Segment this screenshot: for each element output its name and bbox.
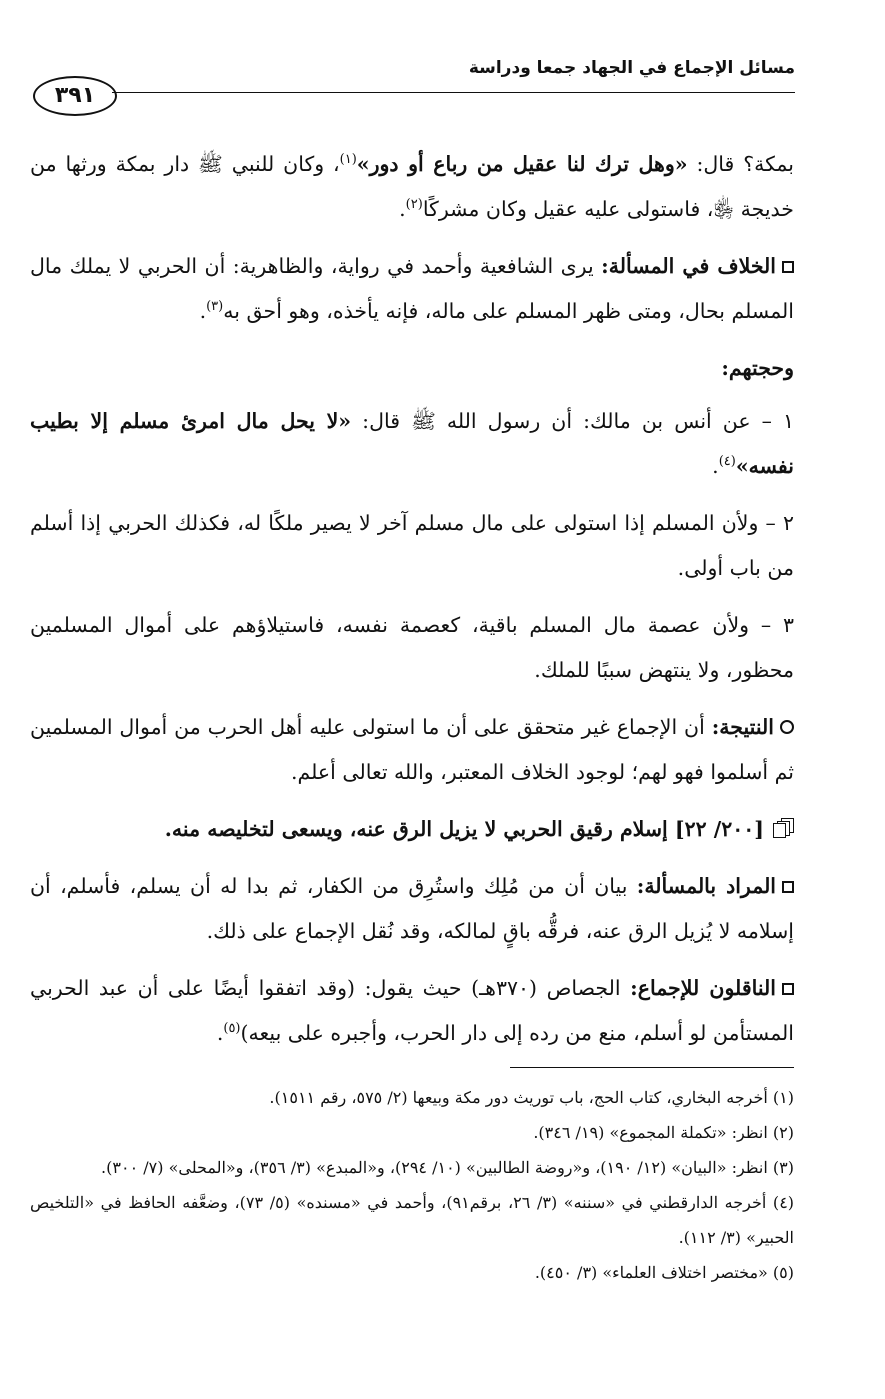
- paragraph-disagreement: [30, 244, 794, 334]
- page-number: ٣٩١: [54, 83, 96, 108]
- p9-end: .: [216, 1021, 224, 1045]
- p2-end: .: [199, 299, 207, 323]
- footnote-ref-2[interactable]: (٢): [405, 197, 423, 213]
- issue-number: [٢٠٠/ ٢٢]: [674, 817, 764, 841]
- paragraph-meaning: [30, 864, 794, 954]
- circle-bullet-icon: [780, 720, 794, 734]
- footnote-2: (٢) انظر: «تكملة المجموع» (١٩/ ٣٤٦).: [533, 1123, 794, 1142]
- footnotes: [30, 1080, 794, 1290]
- meaning-text: بيان أن من مُلِك واستُرِق من الكفار، ثم بدا له أن يسلم، فأسلم، أن إسلامه لا يُزيل الرق عنه، فرقُّه باقٍ لمالكه، وقد نُقل الإجماع على ذلك.: [30, 874, 794, 943]
- square-bullet-icon: [782, 261, 794, 273]
- footnote-ref-3[interactable]: (٣): [206, 299, 224, 315]
- hadith-quote-2: «لا يحل مال امرئ مسلم إلا بطيب نفسه»: [30, 409, 794, 478]
- p1-text-a: بمكة؟ قال:: [687, 152, 794, 176]
- paragraph-1: [30, 142, 794, 232]
- issue-heading: [30, 807, 794, 852]
- square-bullet-icon: [782, 983, 794, 995]
- p3-end: .: [712, 454, 719, 478]
- footnote-3: (٣) انظر: «البيان» (١٢/ ١٩٠)، و«روضة الطالبين» (١٠/ ٢٩٤)، و«المبدع» (٣/ ٣٥٦)، و«المحلى» (٧/ ٣٠٠).: [101, 1158, 794, 1177]
- header-rule: [112, 92, 795, 93]
- disagreement-label: الخلاف في المسألة:: [601, 254, 776, 278]
- p1-text-b: ، وكان للنبي ﷺ دار بمكة ورثها من خديجة ﵂، فاستولى عليه عقيل وكان مشركًا: [30, 152, 794, 221]
- evidence-1: [30, 399, 794, 489]
- evidence-heading: وحجتهم:: [721, 356, 794, 380]
- meaning-label: المراد بالمسألة:: [636, 874, 777, 898]
- disagreement-text: يرى الشافعية وأحمد في رواية، والظاهرية: أن الحربي لا يملك مال المسلم بحال، ومتى ظهر المسلم على ماله، فإنه يأخذه، وهو أحق به: [30, 254, 794, 323]
- issue-title: إسلام رقيق الحربي لا يزيل الرق عنه، ويسعى لتخليصه منه.: [164, 817, 675, 841]
- paragraph-transmitters: [30, 966, 794, 1056]
- footnote-separator: [510, 1067, 794, 1068]
- paragraph-result: [30, 705, 794, 795]
- result-text: أن الإجماع غير متحقق على أن ما استولى عليه أهل الحرب من أموال المسلمين ثم أسلموا فهو لهم؛ لوجود الخلاف المعتبر، والله تعالى أعلم.: [30, 715, 794, 784]
- transmitters-text: الجصاص (٣٧٠هـ) حيث يقول: (وقد اتفقوا أيضًا على أن عبد الحربي المستأمن لو أسلم، منع من رده إلى دار الحرب، وأجبره على بيعه): [30, 976, 794, 1045]
- evidence-3: ٣ – ولأن عصمة مال المسلم باقية، كعصمة نفسه، فاستيلاؤهم على أموال المسلمين محظور، ولا ينتهض سببًا للملك.: [30, 613, 794, 682]
- documents-icon: [772, 818, 794, 838]
- result-label: النتيجة:: [711, 715, 774, 739]
- footnote-ref-1[interactable]: (١): [339, 152, 357, 168]
- square-bullet-icon: [782, 881, 794, 893]
- running-header-title: مسائل الإجماع في الجهاد جمعا ودراسة: [468, 58, 795, 78]
- evidence-2: ٢ – ولأن المسلم إذا استولى على مال مسلم آخر لا يصير ملكًا له، فكذلك الحربي إذا أسلم من باب أولى.: [30, 511, 794, 580]
- evidence-1-text: ١ – عن أنس بن مالك: أن رسول الله ﷺ قال:: [351, 409, 794, 433]
- footnote-ref-4[interactable]: (٤): [718, 454, 736, 470]
- footnote-4: (٤) أخرجه الدارقطني في «سننه» (٣/ ٢٦، برقم٩١)، وأحمد في «مسنده» (٥/ ٧٣)، وضعَّفه الحافظ في «التلخيص الحبير» (٣/ ١١٢).: [30, 1193, 795, 1247]
- footnote-ref-5[interactable]: (٥): [223, 1021, 241, 1037]
- p1-text-c: .: [399, 197, 406, 221]
- footnote-1: (١) أخرجه البخاري، كتاب الحج، باب توريث دور مكة وبيعها (٢/ ٥٧٥، رقم ١٥١١).: [269, 1088, 794, 1107]
- main-text: [30, 142, 794, 1068]
- hadith-quote-1: «وهل ترك لنا عقيل من رباع أو دور»: [356, 152, 688, 176]
- footnote-5: (٥) «مختصر اختلاف العلماء» (٣/ ٤٥٠).: [534, 1263, 794, 1282]
- transmitters-label: الناقلون للإجماع:: [630, 976, 776, 1000]
